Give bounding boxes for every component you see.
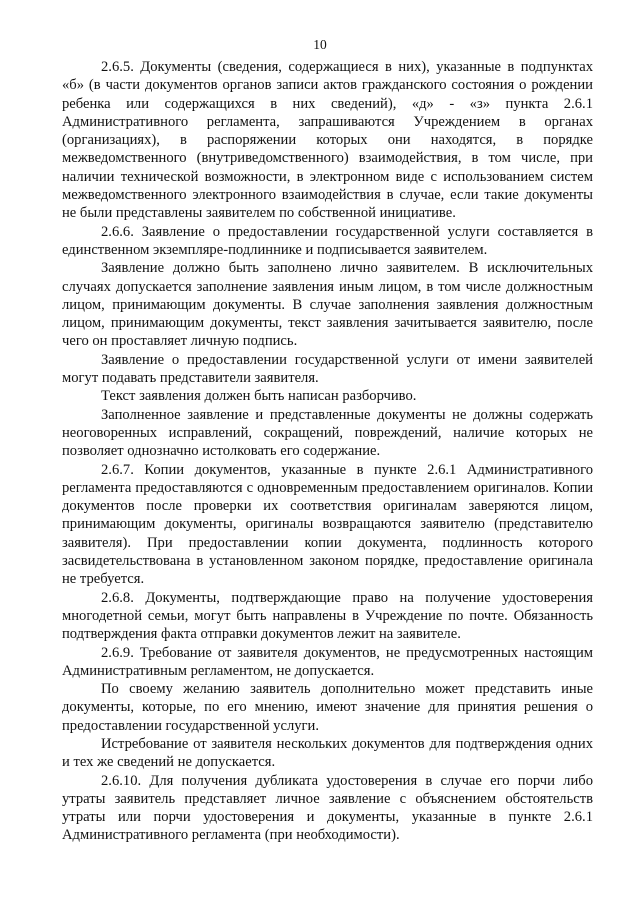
paragraph-2-6-10: 2.6.10. Для получения дубликата удостоверения в случае его порчи либо утраты заявитель представляет личное заявление с объяснением обстоятельств утраты или порчи удостоверения и документы, указанные в пункте 2.6.1 Административного регламента (при необходимости).: [62, 772, 593, 844]
paragraph-no-corrections: Заполненное заявление и представленные документы не должны содержать неоговоренных исправлений, сокращений, повреждений, наличие которых не позволяет однозначно истолковать его содержание.: [62, 406, 593, 460]
document-body: [62, 58, 593, 845]
paragraph-2-6-9: 2.6.9. Требование от заявителя документов, не предусмотренных настоящим Административным регламентом, не допускается.: [62, 644, 593, 679]
paragraph-2-6-5: 2.6.5. Документы (сведения, содержащиеся в них), указанные в подпунктах «б» (в части документов органов записи актов гражданского состояния о рождении ребенка или содержащихся в них сведений), «д» - «з» пункта 2.6.1 Административного регламента, запрашиваются Учреждением в органах (организациях), в распоряжении которых они находятся, в порядке межведомственного (внутриведомственного) взаимодействия, в том числе, при наличии технической возможности, в электронном виде с использованием систем межведомственного электронного взаимодействия в случае, если такие документы не были представлены заявителем по собственной инициативе.: [62, 59, 593, 222]
paragraph-representatives: Заявление о предоставлении государственной услуги от имени заявителей могут подавать представители заявителя.: [62, 351, 593, 387]
paragraph-additional-documents: По своему желанию заявитель дополнительно может представить иные документы, которые, по его мнению, имеют значение для принятия решения о предоставлении государственной услуги.: [62, 681, 593, 734]
paragraph-no-duplicate-requests: Истребование от заявителя нескольких документов для подтверждения одних и тех же сведений не допускается.: [62, 735, 593, 771]
page-number: 10: [313, 37, 327, 52]
paragraph-legibility: Текст заявления должен быть написан разборчиво.: [101, 388, 417, 405]
paragraph-2-6-6: 2.6.6. Заявление о предоставлении государственной услуги составляется в единственном экземпляре-подлиннике и подписывается заявителем.: [62, 223, 593, 258]
paragraph-2-6-8: 2.6.8. Документы, подтверждающие право на получение удостоверения многодетной семьи, могут быть направлены в Учреждение по почте. Обязанность подтверждения факта отправки документов лежит на заявителе.: [62, 589, 593, 643]
paragraph-2-6-7: 2.6.7. Копии документов, указанные в пункте 2.6.1 Административного регламента предоставляются с одновременным предоставлением оригиналов. Копии документов после проверки их соответствия оригиналам заверяются лицом, принимающим документы, оригиналы возвращаются заявителю (представителю заявителя). При предоставлении копии документа, подлинность которого засвидетельствована в установленном законом порядке, предоставление оригинала не требуется.: [62, 461, 593, 588]
paragraph-filling-rules: Заявление должно быть заполнено лично заявителем. В исключительных случаях допускается заполнение заявления иным лицом, в том числе должностным лицом, принимающим документы. В случае заполнения заявления должностным лицом, принимающим документы, текст заявления зачитывается заявителю, после чего он проставляет личную подпись.: [62, 260, 593, 350]
